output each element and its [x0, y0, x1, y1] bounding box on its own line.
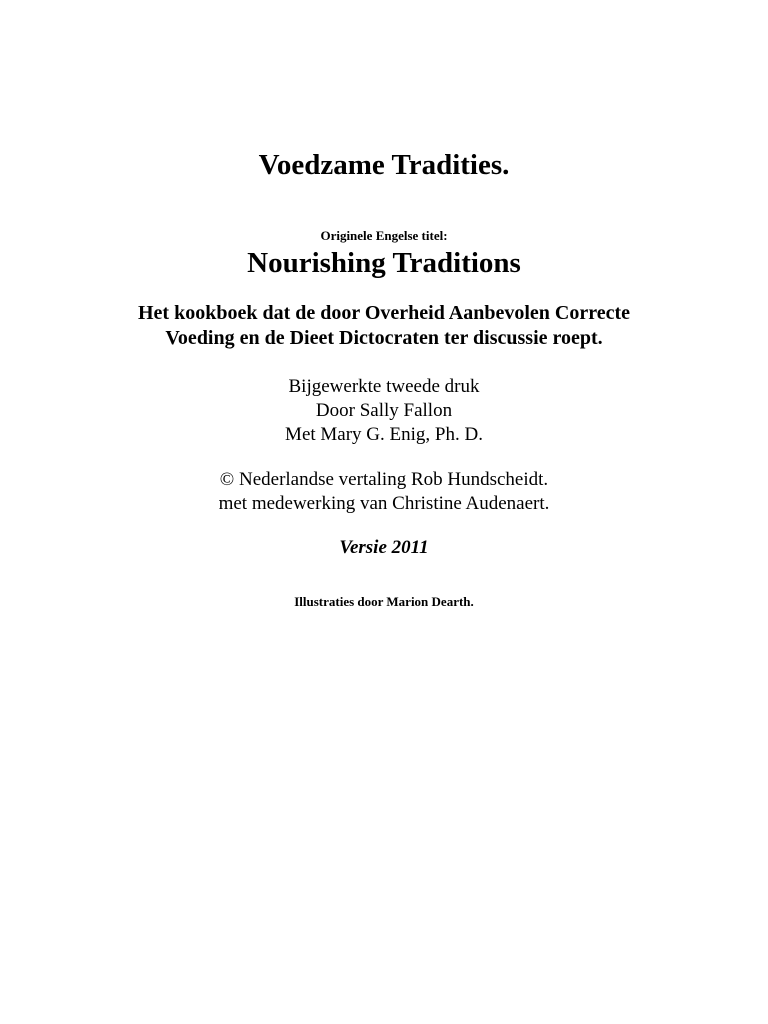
subtitle-line-2: Voeding en de Dieet Dictocraten ter discussie roept. — [165, 327, 603, 349]
original-title-label: Originele Engelse titel: — [320, 228, 448, 243]
version-text: Versie 2011 — [339, 537, 429, 558]
subtitle-line-1: Het kookboek dat de door Overheid Aanbevolen Correcte — [137, 302, 631, 324]
translation-credit: © Nederlandse vertaling Rob Hundscheidt. — [219, 469, 549, 490]
document-title: Voedzame Tradities. — [258, 149, 510, 181]
original-title: Nourishing Traditions — [247, 247, 521, 279]
coauthor-text: Met Mary G. Enig, Ph. D. — [285, 424, 483, 445]
author-text: Door Sally Fallon — [315, 400, 453, 421]
cooperation-credit: met medewerking van Christine Audenaert. — [218, 493, 550, 514]
edition-text: Bijgewerkte tweede druk — [288, 376, 480, 397]
illustrations-credit: Illustraties door Marion Dearth. — [294, 594, 474, 609]
